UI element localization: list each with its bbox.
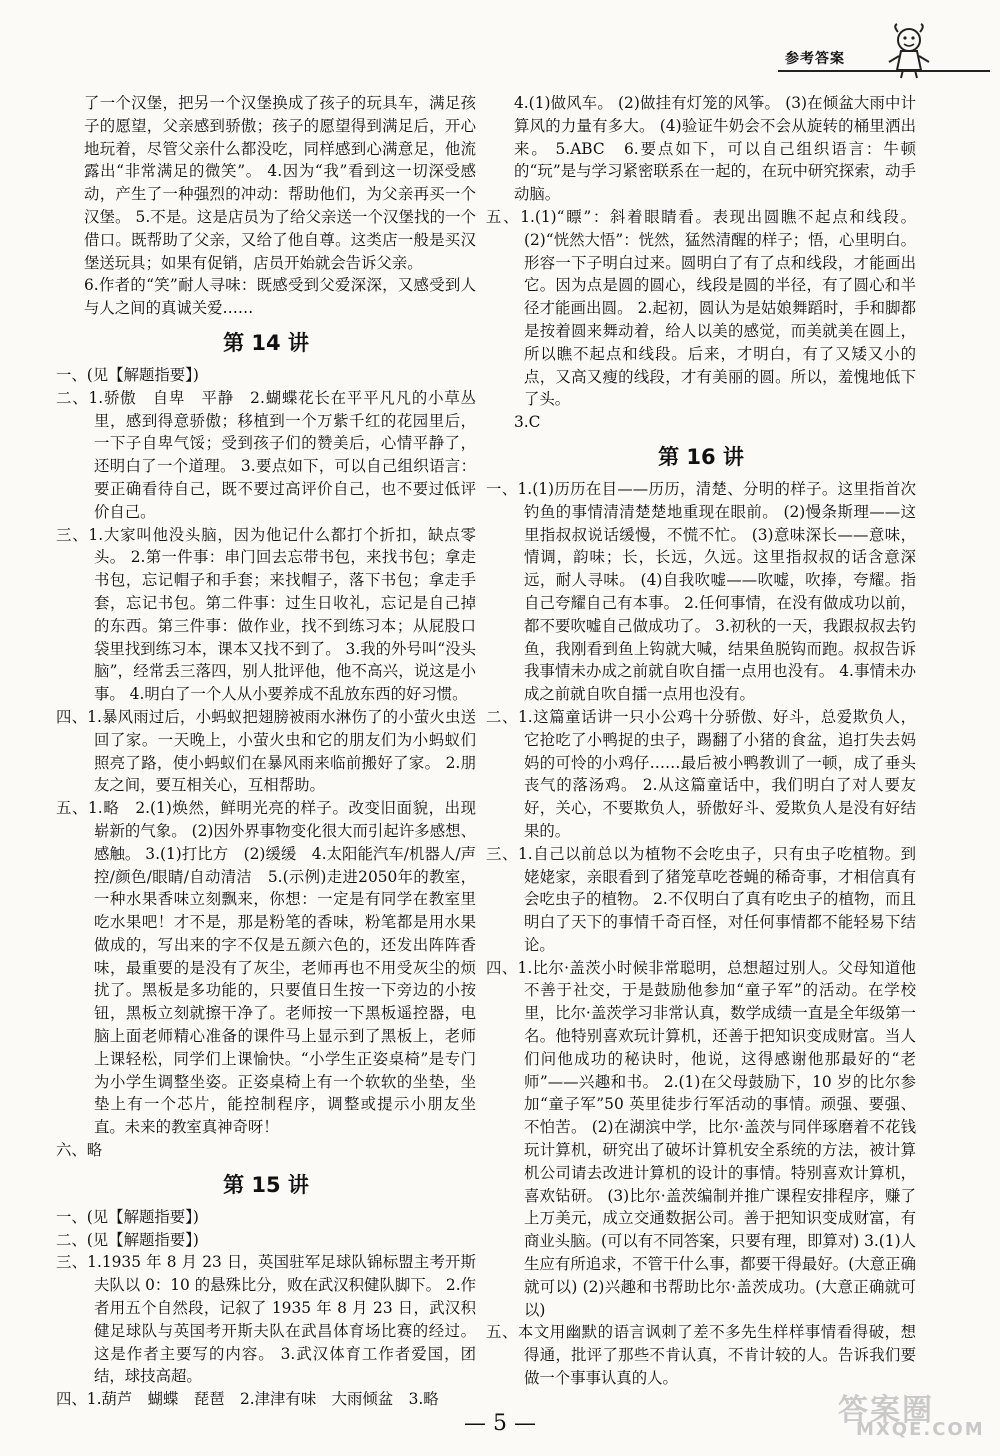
answer-item: 六、略 [56,1141,103,1160]
header-label: 参考答案 [785,51,845,67]
paragraph: 了一个汉堡，把另一个汉堡换成了孩子的玩具车，满足孩子的愿望，父亲感到骄傲；孩子的愿望得到满足后，开心地玩着，尽管父亲什么都没吃，同样感到心满意足，他流露出“非常满足的微笑”。 4.因为“我”看到这一切深受感动，产生了一种强烈的冲动：帮助他们，为父亲再买一个汉堡。 5.不是。这是店员为了给父亲送一个汉堡找的一个借口。既帮助了父亲，又给了他自尊。这类店一般是买汉堡送玩具；如果有促销，店员开始就会告诉父亲。 [84,94,476,272]
lecture-title: 第 15 讲 [223,1172,309,1197]
answer-item: 一、(见【解题指要】) [56,365,199,384]
answer-item: 五、本文用幽默的语言讽刺了差不多先生样样事情看得破，想得通，批评了那些不肯认真，不肯计较的人。告诉我们要做一个事事认真的人。 [486,1323,916,1388]
watermark-title: 答案圈 [838,1393,934,1428]
watermark [838,1385,985,1440]
answer-item: 二、1.这篇童话讲一只小公鸡十分骄傲、好斗，总爱欺负人，它抢吃了小鸭捉的虫子，踢翻了小猪的食盆，追打失去妈妈的可怜的小鸡仔……最后被小鸭教训了一顿，成了垂头丧气的落汤鸡。 2.从这篇童话中，我们明白了对人要友好，关心，不要欺负人，骄傲好斗、爱欺负人是没有好结果的。 [486,707,916,840]
right-column [486,92,916,1390]
lecture-title: 第 14 讲 [223,330,309,355]
answer-item: 二、1.骄傲 自卑 平静 2.蝴蝶花长在平平凡凡的小草丛里，感到得意骄傲；移植到一个万紫千红的花园里后，一下子自卑气馁；受到孩子们的赞美后，心情平静了，还明白了一个道理。 3.要点如下，可以自己组织语言：要正确看待自己，既不要过高评价自己，也不要过低评价自己。 [56,388,476,521]
answer-item: 四、1.比尔·盖茨小时候非常聪明，总想超过别人。父母知道他不善于社交，于是鼓励他参加“童子军”的活动。在学校里，比尔·盖茨学习非常认真，数学成绩一直是全年级第一名。他特别喜欢玩计算机，还善于把知识变成财富。当人们问他成功的秘诀时，他说，这得感谢他那最好的“老师”——兴趣和书。 2.(1)在父母鼓励下，10 岁的比尔参加“童子军”50 英里徒步行军活动的事情。顽强、要强、不怕苦。 (2)在湖滨中学，比尔·盖茨与同伴琢磨着不花钱玩计算机，研究出了破坏计算机安全系统的方法，被计算机公司请去改进计算机的设计的事情。特别喜欢计算机，喜欢钻研。 (3)比尔·盖茨编制并推广课程安排程序，赚了上万美元，成立交通数据公司。善于把知识变成财富，有商业头脑。(可以有不同答案，只要有理，即算对) 3.(1)人生应有所追求，不管干什么事，都要干得最好。(大意正确就可以) (2)兴趣和书帮助比尔·盖茨成功。(大意正确就可以) [486,958,916,1319]
answer-item: 一、1.(1)历历在目——历历，清楚、分明的样子。这里指首次钓鱼的事情清清楚楚地重现在眼前。 (2)慢条斯理——这里指叔叔说话缓慢，不慌不忙。 (3)意味深长——意味，情调，韵味；长，长远，久远。这里指叔叔的话含意深远，耐人寻味。 (4)自我吹嘘——吹嘘，吹捧，夸耀。指自己夸耀自己有本事。 2.任何事情，在没有做成功以前，都不要吹嘘自己做成功了。 3.初秋的一天，我跟叔叔去钓鱼，我刚看到鱼上钩就大喊，结果鱼脱钩而跑。叔叔告诉我事情未办成之前就自吹自擂一点用也没有。 4.事情未办成之前就自吹自擂一点用也没有。 [486,479,916,704]
lecture-title: 第 16 讲 [658,444,744,469]
page-number: — 5 — [464,1411,536,1436]
answer-item: 三、1.自己以前总以为植物不会吃虫子，只有虫子吃植物。到姥姥家，亲眼看到了猪笼草吃苍蝇的稀奇事，才相信真有会吃虫子的植物。 2.不仅明白了真有吃虫子的植物，而且明白了天下的事情千奇百怪，对任何事情都不能轻易下结论。 [486,844,916,954]
answer-item: 三、1.大家叫他没头脑，因为他记什么都打个折扣，缺点零头。 2.第一件事：串门回去忘带书包，来找书包；拿走书包，忘记帽子和手套；来找帽子，落下书包；拿走手套，忘记书包。第二件事：过生日收礼，忘记是自己掉的东西。第三件事：做作业，找不到练习本；从屁股口袋里找到练习本，课本又找不到了。 3.我的外号叫“没头脑”，经常丢三落四，别人批评他，他不高兴，说这是小事。 4.明白了一个人从小要养成不乱放东西的好习惯。 [56,525,476,704]
mascot-icon [885,22,933,80]
answer-item: 四、1.暴风雨过后，小蚂蚁把翅膀被雨水淋伤了的小萤火虫送回了家。一天晚上，小萤火虫和它的朋友们为小蚂蚁们照亮了路，使小蚂蚁们在暴风雨来临前搬好了家。 2.朋友之间，要互相关心，互相帮助。 [56,707,476,795]
answer-item: 五、1.略 2.(1)焕然，鲜明光亮的样子。改变旧面貌，出现崭新的气象。 (2)因外界事物变化很大而引起许多感想、感触。 3.(1)打比方 (2)缓缓 4.太阳能汽车/机器人/声控/颜色/眼睛/自动清洁 5.(示例)走进2050年的教室，一种水果香味立刻飘来，你想：一定是有同学在教室里吃水果吧！才不是，那是粉笔的香味，粉笔都是用水果做成的，写出来的字不仅是五颜六色的，还发出阵阵香味，最重要的是没有了灰尘，老师再也不用受灰尘的烦扰了。黑板是多功能的，只要值日生按一下旁边的小按钮，黑板立刻就擦干净了。老师按一下黑板遥控器，电脑上面老师精心准备的课件马上显示到了黑板上，老师上课轻松，同学们上课愉快。“小学生正姿桌椅”是专门为小学生调整坐姿。正姿桌椅上有一个软软的坐垫，坐垫上有一个芯片，能控制程序，调整或提示小朋友坐直。未来的教室真神奇呀！ [56,799,476,1137]
answer-item: 五、1.(1)“瞟”：斜着眼睛看。表现出圆瞧不起点和线段。 (2)“恍然大悟”：恍然，猛然清醒的样子；悟，心里明白。形容一下子明白过来。圆明白了有了点和线段，才能画出它。因为点是圆的圆心，线段是圆的半径，有了圆心和半径才能画出圆。 2.起初，圆认为是姑娘舞蹈时，手和脚都是按着圆来舞动着，给人以美的感觉，而美就美在圆上，所以瞧不起点和线段。后来，才明白，有了又矮又小的点，又高又瘦的线段，才有美丽的圆。所以，羞愧地低下了头。 [486,207,916,409]
paragraph: 4.(1)做风车。 (2)做挂有灯笼的风筝。 (3)在倾盆大雨中计算风的力量有多大。 (4)验证牛奶会不会从旋转的桶里洒出来。 5.ABC 6.要点如下，可以自己组织语言：牛顿的“玩”是与学习紧密联系在一起的，在玩中研究探索，动手动脑。 [514,94,916,204]
answer-item: 三、1.1935 年 8 月 23 日，英国驻军足球队锦标盟主考开斯夫队以 0：10 的悬殊比分，败在武汉积健队脚下。 2.作者用五个自然段，记叙了 1935 年 8 月 23 日，武汉积健足球队与英国考开斯夫队在武昌体育场比赛的经过。这是作者主要写的内容。 3.武汉体育工作者爱国，团结，球技高超。 [56,1253,476,1386]
watermark-url: MXQE.COM [856,1419,985,1440]
answer-item: 二、(见【解题指要】) [56,1230,199,1249]
paragraph: 6.作者的“笑”耐人寻味：既感受到父爱深深，又感受到人与人之间的真诚关爱…… [84,276,476,318]
paragraph: 3.C [514,413,541,432]
answer-item: 四、1.葫芦 蝴蝶 琵琶 2.津津有味 大雨倾盆 3.略 [56,1390,439,1409]
left-column [56,92,476,1411]
header-rule [778,70,990,72]
answer-item: 一、(见【解题指要】) [56,1207,199,1226]
